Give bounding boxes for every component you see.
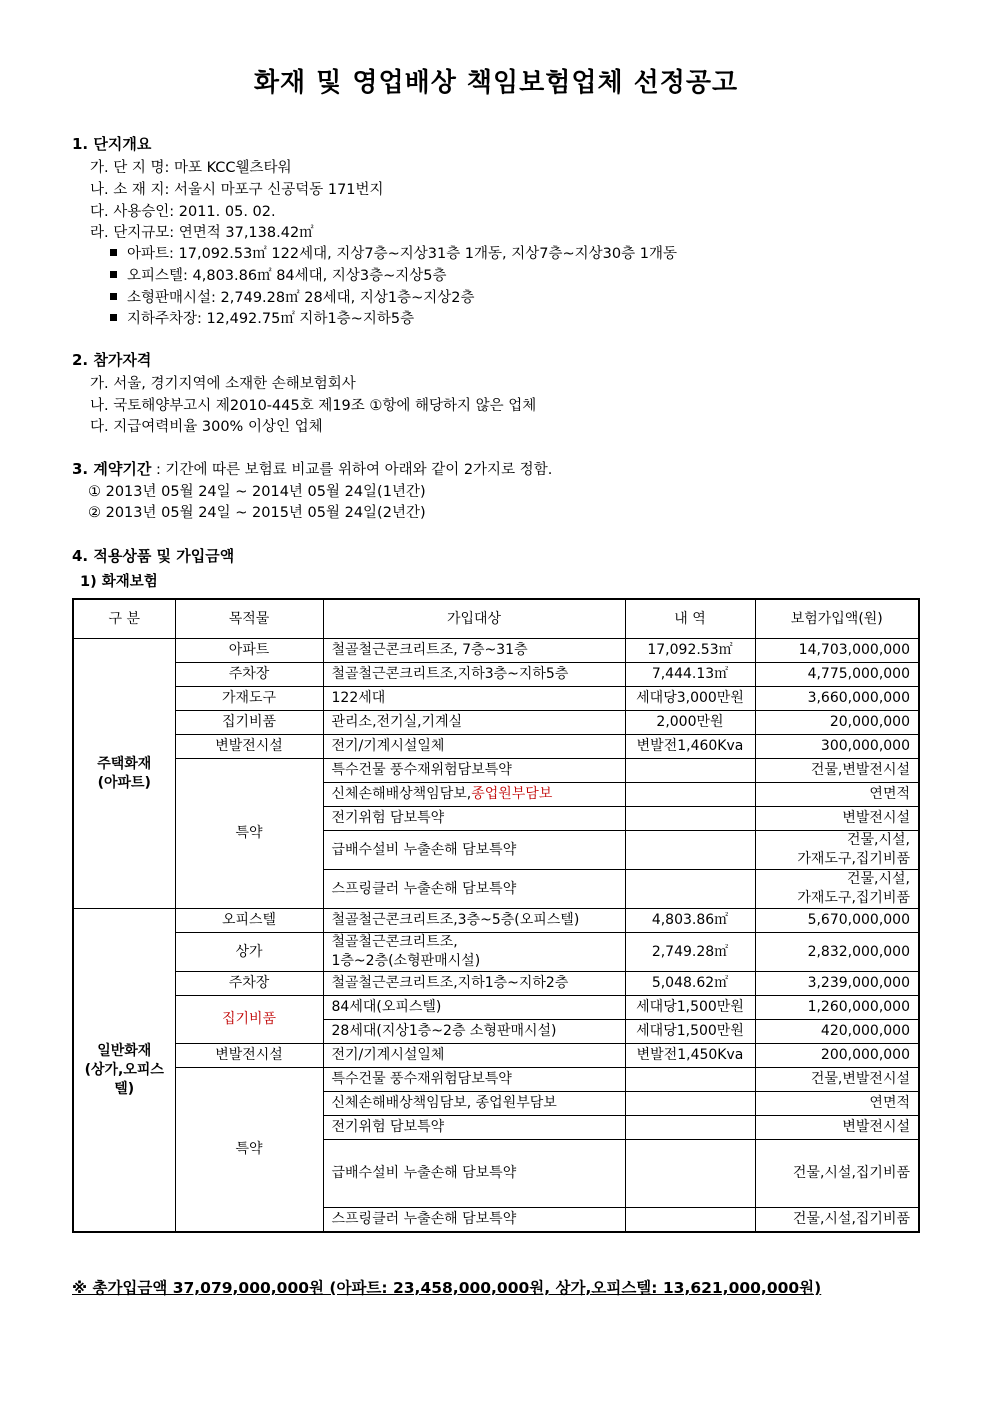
square-bullet-icon (110, 293, 117, 300)
table-row (73, 735, 919, 759)
table-header-row (73, 599, 919, 639)
group-label-apartment: 주택화재 (아파트) (73, 639, 175, 909)
target-cell: 전기위험 담보특약 (323, 1116, 625, 1140)
detail-cell: 변발전1,450Kva (625, 1044, 755, 1068)
detail-cell (625, 1140, 755, 1208)
detail-cell (625, 1068, 755, 1092)
detail-cell: 세대당3,000만원 (625, 687, 755, 711)
detail-cell (625, 783, 755, 807)
target-cell: 스프링클러 누출손해 담보특약 (323, 870, 625, 909)
section2-line: 다. 지급여력비율 300% 이상인 업체 (90, 419, 323, 435)
amount-cell: 4,775,000,000 (755, 663, 919, 687)
header-cell: 보험가입액(원) (755, 599, 919, 639)
target-cell: 84세대(오피스텔) (323, 996, 625, 1020)
object-cell: 가재도구 (175, 687, 323, 711)
amount-cell: 20,000,000 (755, 711, 919, 735)
detail-cell: 4,803.86㎡ (625, 909, 755, 933)
target-cell: 122세대 (323, 687, 625, 711)
header-cell: 내 역 (625, 599, 755, 639)
target-cell: 28세대(지상1층~2층 소형판매시설) (323, 1020, 625, 1044)
detail-cell: 세대당1,500만원 (625, 996, 755, 1020)
detail-cell: 5,048.62㎡ (625, 972, 755, 996)
target-cell: 철골철근콘크리트조, 1층~2층(소형판매시설) (323, 933, 625, 972)
amount-cell: 건물,시설,집기비품 (755, 1208, 919, 1233)
section3-desc: : 기간에 따른 보험료 비교를 위하여 아래와 같이 2가지로 정함. (155, 462, 553, 478)
detail-cell: 2,749.28㎡ (625, 933, 755, 972)
table-row (73, 687, 919, 711)
header-cell: 구 분 (73, 599, 175, 639)
section1-bullet: 지하주차장: 12,492.75㎡ 지하1층~지하5층 (110, 307, 414, 328)
detail-cell (625, 1092, 755, 1116)
table-row (73, 639, 919, 663)
object-cell: 변발전시설 (175, 1044, 323, 1068)
target-cell: 급배수설비 누출손해 담보특약 (323, 1140, 625, 1208)
section1-heading: 1. 단지개요 (72, 135, 152, 153)
table-row (73, 933, 919, 972)
square-bullet-icon (110, 271, 117, 278)
section1-line: 라. 단지규모: 연면적 37,138.42㎡ (90, 225, 314, 241)
amount-cell: 14,703,000,000 (755, 639, 919, 663)
object-cell: 주차장 (175, 663, 323, 687)
target-cell: 철골철근콘크리트조,3층~5층(오피스텔) (323, 909, 625, 933)
target-cell: 신체손해배상책임담보,종업원부담보 (323, 783, 625, 807)
detail-cell (625, 807, 755, 831)
amount-cell: 300,000,000 (755, 735, 919, 759)
amount-cell: 건물,변발전시설 (755, 1068, 919, 1092)
detail-cell (625, 1208, 755, 1233)
section2-heading: 2. 참가자격 (72, 351, 152, 369)
section1-line: 가. 단 지 명: 마포 KCC웰츠타워 (90, 160, 292, 176)
target-cell: 급배수설비 누출손해 담보특약 (323, 831, 625, 870)
object-cell: 아파트 (175, 639, 323, 663)
group-label-commercial: 일반화재 (상가,오피스 텔) (73, 909, 175, 1233)
detail-cell: 변발전1,460Kva (625, 735, 755, 759)
object-cell: 상가 (175, 933, 323, 972)
detail-cell (625, 759, 755, 783)
target-cell: 신체손해배상책임담보, 종업원부담보 (323, 1092, 625, 1116)
table-row (73, 1044, 919, 1068)
amount-cell: 건물,변발전시설 (755, 759, 919, 783)
section4-heading: 4. 적용상품 및 가입금액 (72, 547, 235, 565)
object-cell: 집기비품 (175, 996, 323, 1044)
detail-cell: 2,000만원 (625, 711, 755, 735)
table-row (73, 909, 919, 933)
target-cell: 전기/기계시설일체 (323, 735, 625, 759)
amount-cell: 1,260,000,000 (755, 996, 919, 1020)
header-cell: 목적물 (175, 599, 323, 639)
amount-cell: 건물,시설, 가재도구,집기비품 (755, 831, 919, 870)
target-cell: 특수건물 풍수재위험담보특약 (323, 759, 625, 783)
section3-heading: 3. 계약기간 (72, 460, 152, 478)
special-label-cell: 특약 (175, 759, 323, 909)
special-label-cell: 특약 (175, 1068, 323, 1233)
section1-line: 나. 소 재 지: 서울시 마포구 신공덕동 171번지 (90, 182, 384, 198)
page-title: 화재 및 영업배상 책임보험업체 선정공고 (253, 68, 739, 98)
total-amount-note: ※ 총가입금액 37,079,000,000원 (아파트: 23,458,000,000원, 상가,오피스텔: 13,621,000,000원) (72, 1279, 822, 1297)
section1-bullet: 아파트: 17,092.53㎡ 122세대, 지상7층~지상31층 1개동, 지상7층~지상30층 1개동 (110, 242, 677, 263)
detail-cell (625, 1116, 755, 1140)
section1-bullet: 오피스텔: 4,803.86㎡ 84세대, 지상3층~지상5층 (110, 264, 447, 285)
section3-heading-line (72, 458, 552, 479)
table-row (73, 996, 919, 1020)
square-bullet-icon (110, 314, 117, 321)
object-cell: 오피스텔 (175, 909, 323, 933)
amount-cell: 연면적 (755, 1092, 919, 1116)
amount-cell: 연면적 (755, 783, 919, 807)
section2-line: 가. 서울, 경기지역에 소재한 손해보험회사 (90, 376, 356, 392)
target-cell: 철골철근콘크리트조, 7층~31층 (323, 639, 625, 663)
amount-cell: 3,239,000,000 (755, 972, 919, 996)
amount-cell: 5,670,000,000 (755, 909, 919, 933)
table-row (73, 759, 919, 783)
table-row (73, 972, 919, 996)
object-cell: 주차장 (175, 972, 323, 996)
table-row (73, 1068, 919, 1092)
insurance-table (72, 598, 920, 1233)
amount-cell: 2,832,000,000 (755, 933, 919, 972)
target-cell: 전기위험 담보특약 (323, 807, 625, 831)
header-cell: 가입대상 (323, 599, 625, 639)
detail-cell (625, 831, 755, 870)
amount-cell: 변발전시설 (755, 807, 919, 831)
highlight-text: 종업원부담보 (471, 786, 553, 802)
amount-cell: 200,000,000 (755, 1044, 919, 1068)
table-row (73, 711, 919, 735)
section1-bullet: 소형판매시설: 2,749.28㎡ 28세대, 지상1층~지상2층 (110, 286, 475, 307)
target-cell: 스프링클러 누출손해 담보특약 (323, 1208, 625, 1233)
section3-option: ② 2013년 05월 24일 ~ 2015년 05월 24일(2년간) (88, 505, 426, 521)
section3-option: ① 2013년 05월 24일 ~ 2014년 05월 24일(1년간) (88, 484, 426, 500)
detail-cell: 세대당1,500만원 (625, 1020, 755, 1044)
amount-cell: 변발전시설 (755, 1116, 919, 1140)
detail-cell (625, 870, 755, 909)
target-cell: 특수건물 풍수재위험담보특약 (323, 1068, 625, 1092)
section2-line: 나. 국토해양부고시 제2010-445호 제19조 ①항에 해당하지 않은 업체 (90, 398, 537, 414)
section1-line: 다. 사용승인: 2011. 05. 02. (90, 204, 276, 220)
target-cell: 철골철근콘크리트조,지하3층~지하5층 (323, 663, 625, 687)
detail-cell: 7,444.13㎡ (625, 663, 755, 687)
target-cell: 전기/기계시설일체 (323, 1044, 625, 1068)
table-row (73, 663, 919, 687)
object-cell: 변발전시설 (175, 735, 323, 759)
target-cell: 철골철근콘크리트조,지하1층~지하2층 (323, 972, 625, 996)
section4-sub: 1) 화재보험 (80, 574, 158, 590)
object-cell: 집기비품 (175, 711, 323, 735)
amount-cell: 건물,시설,집기비품 (755, 1140, 919, 1208)
amount-cell: 420,000,000 (755, 1020, 919, 1044)
detail-cell: 17,092.53㎡ (625, 639, 755, 663)
amount-cell: 3,660,000,000 (755, 687, 919, 711)
target-cell: 관리소,전기실,기계실 (323, 711, 625, 735)
square-bullet-icon (110, 249, 117, 256)
amount-cell: 건물,시설, 가재도구,집기비품 (755, 870, 919, 909)
